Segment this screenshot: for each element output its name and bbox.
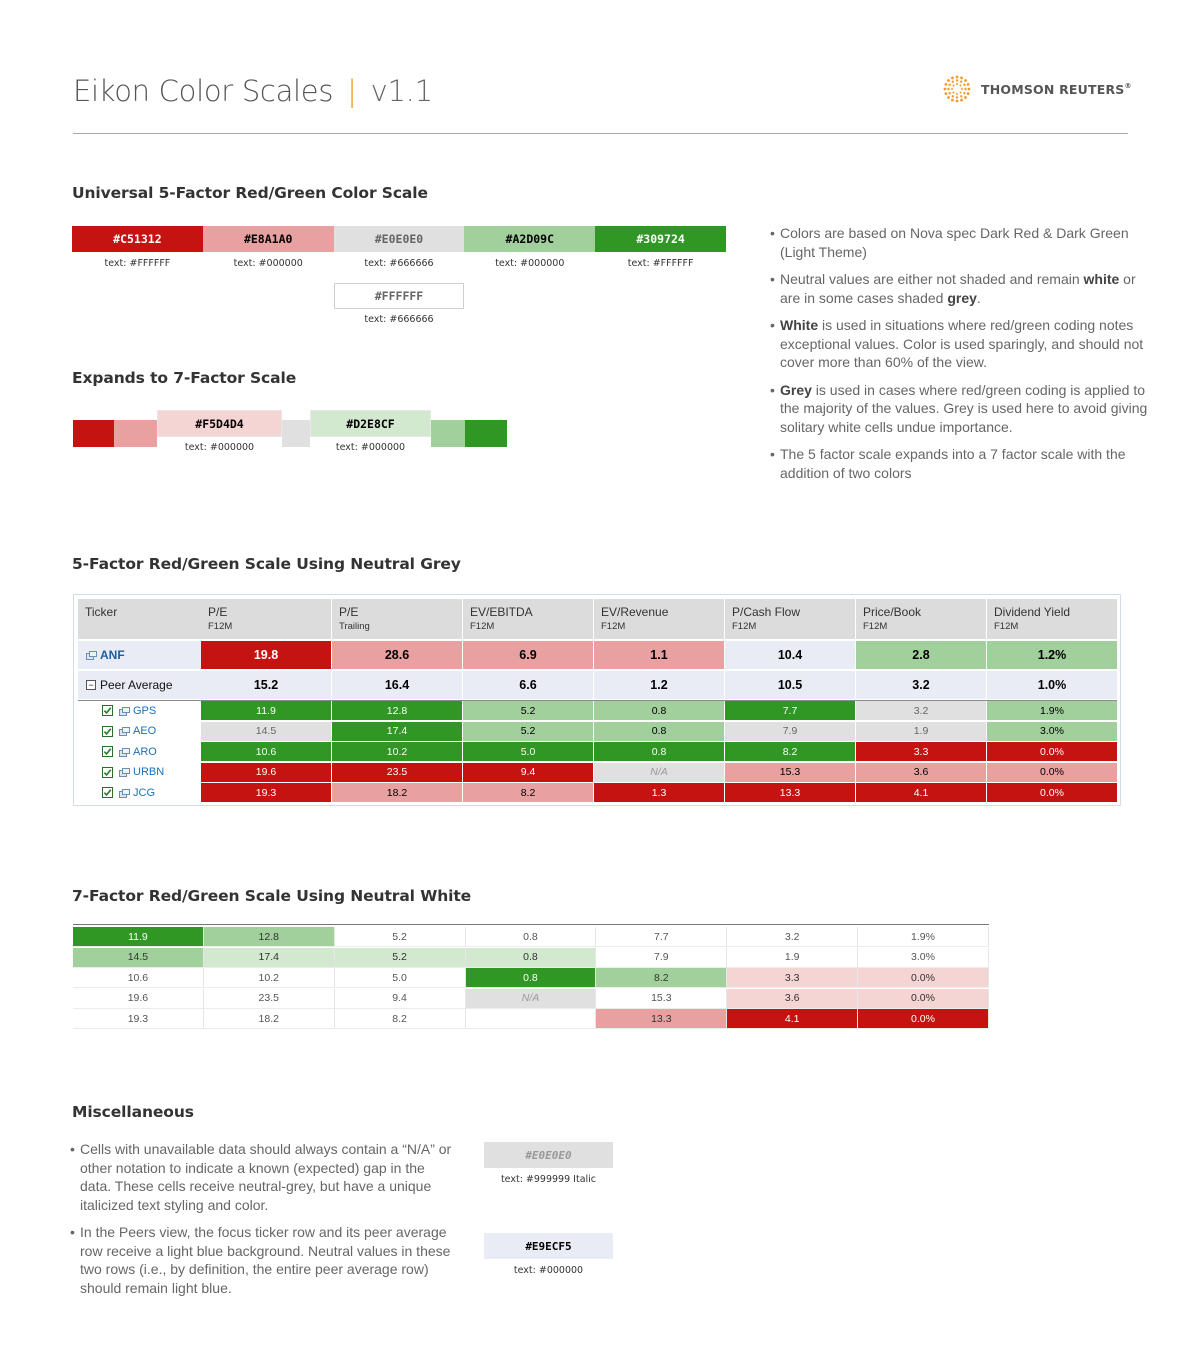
color-swatch: #E8A1A0	[203, 226, 334, 252]
data-cell: 0.8	[466, 948, 597, 968]
data-cell: 19.8	[201, 641, 331, 669]
data-cell: 4.1	[727, 1009, 858, 1029]
peer-checkbox[interactable]	[102, 787, 113, 798]
section-heading-neutral-white: 7-Factor Red/Green Scale Using Neutral White	[72, 887, 472, 905]
open-link-icon[interactable]	[119, 789, 129, 797]
data-cell: 7.7	[725, 701, 855, 720]
column-header[interactable]	[594, 599, 724, 639]
data-cell: N/A	[594, 763, 724, 782]
data-cell: 15.3	[596, 989, 727, 1009]
data-cell: 13.3	[596, 1009, 727, 1029]
color-swatch: #A2D09C	[464, 226, 595, 252]
peer-checkbox[interactable]	[102, 767, 113, 778]
swatch-caption: text: #000000	[495, 258, 565, 269]
column-header-sub: F12M	[994, 621, 1019, 632]
peer-checkbox[interactable]	[102, 726, 113, 737]
column-header-label: P/E	[208, 605, 228, 619]
swatch-hex: #D2E8CF	[346, 416, 395, 431]
data-cell: 28.6	[332, 641, 462, 669]
swatch-caption: text: #FFFFFF	[104, 258, 171, 269]
data-cell: 5.2	[335, 948, 466, 968]
five-factor-swatches	[72, 226, 726, 336]
peer-ticker[interactable]	[78, 783, 201, 802]
swatch-na-grey: #E0E0E0	[484, 1142, 613, 1168]
open-link-icon[interactable]	[119, 768, 129, 776]
data-cell: 0.0%	[858, 1009, 989, 1029]
note-text: .	[976, 289, 981, 306]
data-cell: 23.5	[204, 989, 335, 1009]
data-cell: 0.0%	[987, 783, 1117, 802]
data-cell	[466, 1009, 597, 1029]
note-text: is used in situations where red/green coding notes exceptional values. Color is used sparingly, and should not cover more than 60% of the view.	[780, 317, 1144, 370]
version-label: v1.1	[370, 74, 433, 108]
column-header-label: P/Cash Flow	[732, 605, 801, 619]
peer-checkbox[interactable]	[102, 705, 113, 716]
logo-dots-icon	[943, 75, 971, 103]
data-cell: 3.2	[727, 927, 858, 947]
data-cell: 0.8	[466, 968, 597, 988]
column-header-label: Price/Book	[863, 605, 922, 619]
section-heading-7-factor: Expands to 7-Factor Scale	[72, 369, 297, 387]
data-cell: 15.3	[725, 763, 855, 782]
data-cell: 11.9	[73, 927, 204, 947]
data-cell: 0.0%	[987, 763, 1117, 782]
scale-light-red	[114, 420, 157, 447]
color-swatch: #E0E0E0	[334, 226, 465, 252]
peer-ticker[interactable]	[78, 701, 201, 720]
note-text: Colors are based on Nova spec Dark Red & Dark Green (Light Theme)	[780, 225, 1129, 260]
data-cell: 8.2	[463, 783, 593, 802]
data-cell: 3.2	[856, 701, 986, 720]
data-cell: 1.9	[727, 948, 858, 968]
data-cell: 13.3	[725, 783, 855, 802]
table-top-rule	[73, 924, 989, 925]
data-cell: 10.2	[332, 742, 462, 761]
peer-checkbox[interactable]	[102, 746, 113, 757]
data-cell: 9.4	[463, 763, 593, 782]
peer-ticker[interactable]	[78, 722, 201, 741]
logo-text: THOMSON REUTERS	[981, 81, 1125, 97]
scale-light-green	[431, 420, 465, 447]
swatch-caption: text: #FFFFFF	[627, 258, 694, 269]
data-cell: 10.5	[725, 671, 855, 699]
logo-registered: ®	[1124, 81, 1132, 90]
note-item	[770, 445, 1155, 482]
data-cell: 10.6	[73, 968, 204, 988]
data-cell: 19.6	[201, 763, 331, 782]
data-cell: 7.9	[596, 948, 727, 968]
swatch-caption: text: #666666	[364, 314, 434, 325]
data-cell: 3.6	[727, 989, 858, 1009]
peers-table-grey	[73, 594, 1121, 806]
data-cell: 19.3	[201, 783, 331, 802]
data-cell: 4.1	[856, 783, 986, 802]
ticker-label: GPS	[133, 704, 157, 717]
data-cell: 8.2	[335, 1009, 466, 1029]
note-emphasis: white	[1083, 271, 1120, 287]
column-header-label: EV/Revenue	[601, 605, 669, 619]
data-cell: 3.2	[856, 671, 986, 699]
data-cell: 12.8	[332, 701, 462, 720]
data-cell: 0.8	[594, 722, 724, 741]
data-cell: 1.9%	[858, 927, 989, 947]
column-header-label: Ticker	[85, 605, 118, 619]
data-cell: 6.9	[463, 641, 593, 669]
scale-dark-green	[465, 420, 507, 447]
note-text: is used in cases where red/green coding is applied to the majority of the values. Grey is used here to avoid giving solitary white cells undue importance.	[780, 381, 1148, 435]
misc-note-focus-row: • In the Peers view, the focus ticker row and its peer average row receive a light blue background. Neutral values in these two rows (i.e., by definition, the entire peer average row) should remain light blue.	[70, 1223, 455, 1297]
data-cell: 18.2	[204, 1009, 335, 1029]
ticker-label: URBN	[133, 766, 165, 779]
column-header[interactable]	[856, 599, 986, 639]
data-cell: 5.2	[463, 701, 593, 720]
data-cell: 8.2	[596, 968, 727, 988]
open-link-icon[interactable]	[119, 748, 129, 756]
data-cell: 1.0%	[987, 671, 1117, 699]
peer-average-label[interactable]	[78, 671, 201, 699]
data-cell: 8.2	[725, 742, 855, 761]
scale-grey	[282, 420, 310, 447]
section-heading-neutral-grey: 5-Factor Red/Green Scale Using Neutral Grey	[72, 555, 461, 573]
data-cell: 10.4	[725, 641, 855, 669]
column-header[interactable]	[201, 599, 331, 639]
peer-ticker[interactable]	[78, 763, 201, 782]
data-cell: 19.3	[73, 1009, 204, 1029]
ticker-label: ARO	[133, 745, 157, 758]
note-text: The 5 factor scale expands into a 7 factor scale with the addition of two colors	[780, 446, 1126, 481]
swatch-faint-green	[310, 410, 431, 437]
column-header-label: EV/EBITDA	[470, 605, 533, 619]
misc-note-na: • Cells with unavailable data should always contain a “N/A” or other notation to indicate a known (expected) gap in the data. These cells receive neutral-grey, but have a unique italicized text styling and color.	[70, 1140, 455, 1214]
data-cell: 7.9	[725, 722, 855, 741]
swatch-caption: text: #000000	[513, 1265, 584, 1276]
ticker-label: JCG	[133, 786, 155, 799]
note-item	[770, 316, 1155, 372]
data-cell: 1.9	[856, 722, 986, 741]
column-header-label: P/E	[339, 605, 359, 619]
data-cell: 12.8	[204, 927, 335, 947]
swatch-caption: text: #000000	[233, 258, 303, 269]
data-cell: 6.6	[463, 671, 593, 699]
seven-factor-scale	[73, 416, 507, 453]
page-title	[73, 74, 433, 108]
data-cell: 5.2	[463, 722, 593, 741]
data-cell: 18.2	[332, 783, 462, 802]
swatch-light-blue: #E9ECF5	[484, 1233, 613, 1259]
data-cell: 10.6	[201, 742, 331, 761]
note-text: or are in some cases shaded	[780, 271, 1136, 306]
data-cell: 0.8	[594, 701, 724, 720]
column-header-sub: F12M	[470, 621, 495, 632]
swatch-faint-red	[157, 410, 282, 437]
data-cell: 1.2	[594, 671, 724, 699]
collapse-icon[interactable]: −	[86, 680, 96, 690]
data-cell: 0.8	[466, 927, 597, 947]
data-cell: 17.4	[204, 948, 335, 968]
data-cell: 0.0%	[858, 968, 989, 988]
peer-average-text: Peer Average	[100, 678, 173, 692]
note-item	[770, 270, 1155, 307]
column-header-sub: F12M	[732, 621, 757, 632]
column-header[interactable]	[332, 599, 462, 639]
data-cell: 3.6	[856, 763, 986, 782]
data-cell: 0.0%	[987, 742, 1117, 761]
note-emphasis: White	[780, 317, 819, 333]
color-swatch: #C51312	[72, 226, 203, 252]
column-header[interactable]	[78, 599, 201, 639]
column-header-sub: F12M	[208, 621, 233, 632]
section-heading-misc: Miscellaneous	[72, 1103, 194, 1121]
data-cell: 5.2	[335, 927, 466, 947]
swatch-caption: text: #000000	[184, 442, 255, 453]
color-swatch-white: #FFFFFF	[334, 283, 465, 309]
data-cell: 9.4	[335, 989, 466, 1009]
color-scale-notes	[770, 224, 1155, 491]
note-text: Neutral values are either not shaded and remain	[780, 271, 1084, 287]
data-cell: 7.7	[596, 927, 727, 947]
data-cell: 5.0	[335, 968, 466, 988]
swatch-caption: text: #000000	[335, 442, 406, 453]
note-emphasis: grey	[947, 289, 977, 306]
data-cell: 1.2%	[987, 641, 1117, 669]
data-cell: 5.0	[463, 742, 593, 761]
data-cell: 3.0%	[858, 948, 989, 968]
data-cell: 1.3	[594, 783, 724, 802]
open-link-icon[interactable]	[119, 707, 129, 715]
data-cell: 11.9	[201, 701, 331, 720]
peer-ticker[interactable]	[78, 742, 201, 761]
note-item	[770, 381, 1155, 437]
scale-dark-red	[73, 420, 114, 447]
peers-table-white	[73, 924, 989, 1032]
data-cell: 14.5	[73, 948, 204, 968]
title-text: Eikon Color Scales	[73, 74, 334, 108]
data-cell: 17.4	[332, 722, 462, 741]
misc-notes	[70, 1140, 455, 1306]
data-cell: 1.9%	[987, 701, 1117, 720]
data-cell: 23.5	[332, 763, 462, 782]
note-emphasis: Grey	[780, 381, 812, 398]
data-cell: 0.0%	[858, 989, 989, 1009]
section-heading-5-factor: Universal 5-Factor Red/Green Color Scale	[72, 184, 428, 202]
data-cell: 14.5	[201, 722, 331, 741]
color-swatch: #309724	[595, 226, 726, 252]
focus-ticker[interactable]	[78, 641, 201, 669]
data-cell: 2.8	[856, 641, 986, 669]
column-header-sub: F12M	[601, 621, 626, 632]
header-divider	[73, 133, 1128, 134]
swatch-caption: text: #999999 Italic	[500, 1174, 597, 1185]
thomson-reuters-logo	[943, 75, 1132, 103]
column-header[interactable]	[725, 599, 855, 639]
data-cell: 16.4	[332, 671, 462, 699]
data-cell: 3.3	[727, 968, 858, 988]
data-cell: 0.8	[594, 742, 724, 761]
note-item	[770, 224, 1155, 261]
data-cell: 3.3	[856, 742, 986, 761]
column-header-label: Dividend Yield	[994, 605, 1071, 619]
open-link-icon[interactable]	[86, 651, 96, 659]
data-cell: 15.2	[201, 671, 331, 699]
data-cell: N/A	[466, 989, 597, 1009]
ticker-label: AEO	[133, 725, 157, 738]
swatch-caption: text: #666666	[364, 258, 434, 269]
data-cell: 19.6	[73, 989, 204, 1009]
column-header[interactable]	[987, 599, 1117, 639]
column-header-sub: F12M	[863, 621, 888, 632]
data-cell: 10.2	[204, 968, 335, 988]
data-cell: 1.1	[594, 641, 724, 669]
ticker-label: ANF	[100, 648, 125, 662]
data-cell: 3.0%	[987, 722, 1117, 741]
column-header[interactable]	[463, 599, 593, 639]
swatch-hex: #F5D4D4	[195, 416, 244, 431]
open-link-icon[interactable]	[119, 727, 129, 735]
column-header-sub: Trailing	[339, 621, 370, 632]
title-separator: |	[347, 74, 357, 108]
